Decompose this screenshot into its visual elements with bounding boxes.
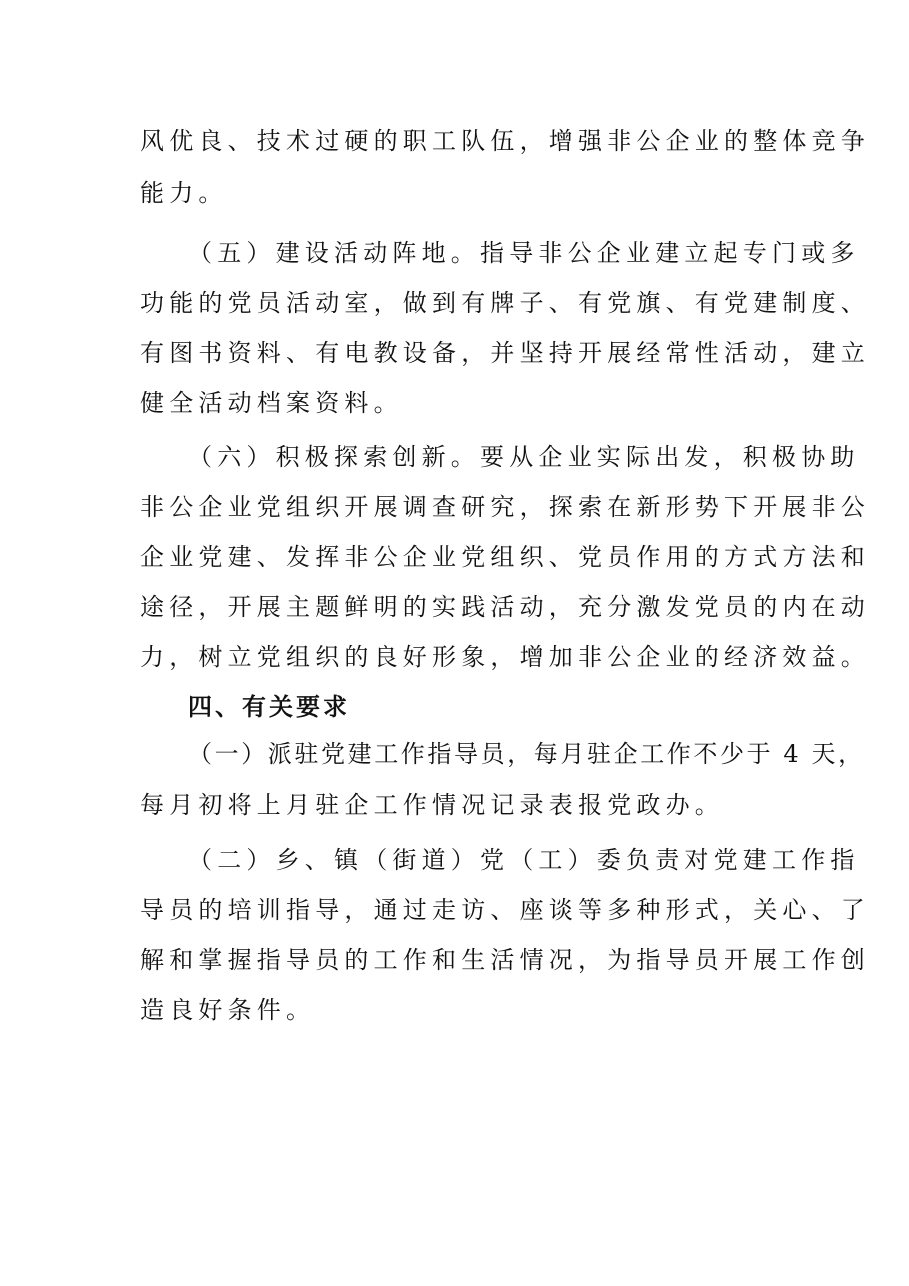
paragraph-line: 有图书资料、有电教设备，并坚持开展经常性活动，建立	[140, 339, 870, 367]
paragraph-line: 功能的党员活动室，做到有牌子、有党旗、有党建制度、	[140, 289, 870, 317]
requirement-one-line: （一）派驻党建工作指导员，每月驻企工作不少于 4 天，	[188, 740, 865, 768]
paragraph-line: 力，树立党组织的良好形象，增加非公企业的经济效益。	[140, 643, 870, 671]
paragraph-line: 每月初将上月驻企工作情况记录表报党政办。	[140, 791, 724, 819]
section-heading-requirements: 四、有关要求	[188, 693, 350, 721]
paragraph-line: 非公企业党组织开展调查研究，探索在新形势下开展非公	[140, 493, 870, 521]
paragraph-line: 解和掌握指导员的工作和生活情况，为指导员开展工作创	[140, 946, 870, 974]
requirement-two-line: （二）乡、镇（街道）党（工）委负责对党建工作指	[188, 846, 860, 874]
paragraph-line: 途径，开展主题鲜明的实践活动，充分激发党员的内在动	[140, 593, 870, 621]
paragraph-line: 企业党建、发挥非公企业党组织、党员作用的方式方法和	[140, 543, 870, 571]
paragraph-line: 造良好条件。	[140, 996, 316, 1024]
section-five-line: （五）建设活动阵地。指导非公企业建立起专门或多	[188, 239, 860, 267]
paragraph-line: 健全活动档案资料。	[140, 389, 403, 417]
paragraph-line: 风优良、技术过硬的职工队伍，增强非公企业的整体竞争	[140, 127, 870, 155]
paragraph-line: 导员的培训指导，通过走访、座谈等多种形式，关心、了	[140, 896, 870, 924]
section-six-line: （六）积极探索创新。要从企业实际出发，积极协助	[188, 443, 860, 471]
paragraph-line: 能力。	[140, 179, 228, 207]
